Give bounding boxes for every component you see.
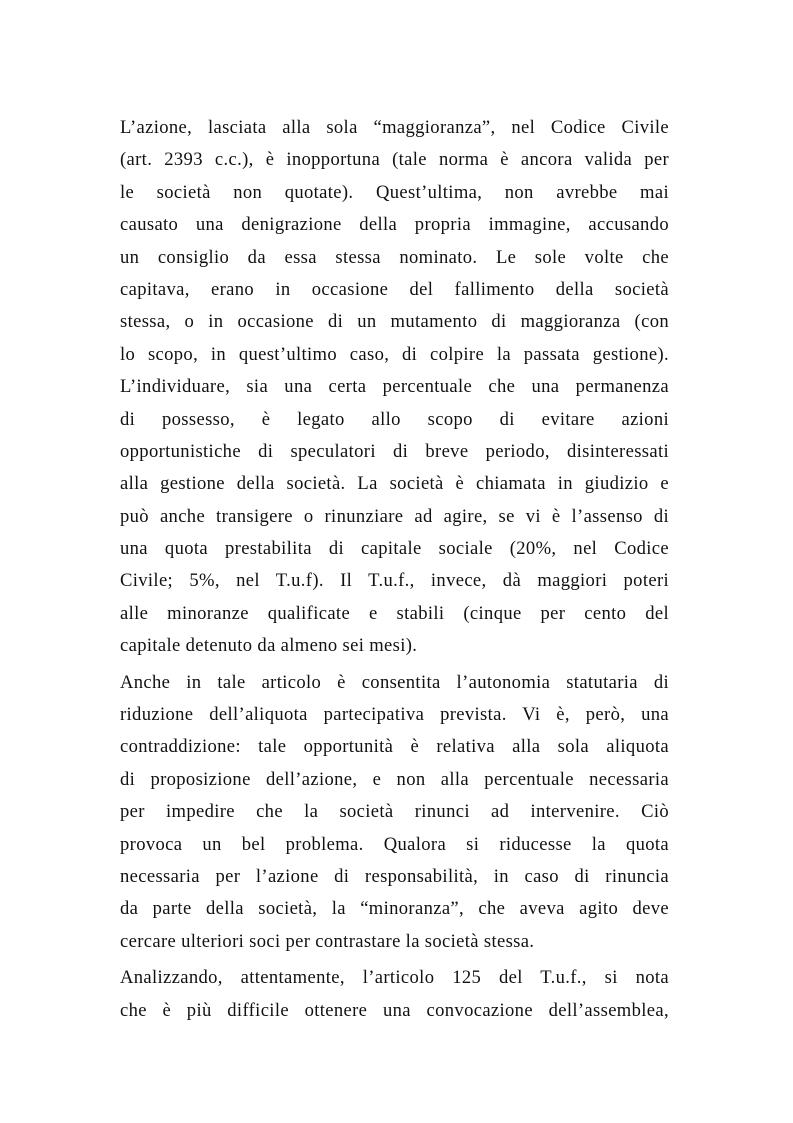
text-line: necessaria per l’azione di responsabilità, in caso di rinuncia <box>120 865 669 887</box>
text-line: per impedire che la società rinunci ad intervenire. Ciò <box>120 801 669 823</box>
text-line: da parte della società, la “minoranza”, che aveva agito deve <box>120 898 669 920</box>
text-line: può anche transigere o rinunziare ad agire, se vi è l’assenso di <box>120 505 669 527</box>
text-line: cercare ulteriori soci per contrastare la società stessa. <box>120 930 535 952</box>
text-line: alle minoranze qualificate e stabili (cinque per cento del <box>120 602 669 624</box>
text-line: alla gestione della società. La società è chiamata in giudizio e <box>120 473 669 495</box>
text-line: di proposizione dell’azione, e non alla percentuale necessaria <box>120 768 669 790</box>
text-line: che è più difficile ottenere una convocazione dell’assemblea, <box>120 999 669 1021</box>
text-line: riduzione dell’aliquota partecipativa prevista. Vi è, però, una <box>120 704 669 726</box>
text-line: provoca un bel problema. Qualora si riducesse la quota <box>120 833 669 855</box>
paragraph-1 <box>120 112 669 663</box>
text-line: causato una denigrazione della propria immagine, accusando <box>120 214 669 236</box>
text-line: opportunistiche di speculatori di breve periodo, disinteressati <box>120 440 669 462</box>
text-line: lo scopo, in quest’ultimo caso, di colpire la passata gestione). <box>120 343 669 365</box>
text-line: L’azione, lasciata alla sola “maggioranza”, nel Codice Civile <box>120 117 669 138</box>
paragraph-2 <box>120 667 669 959</box>
text-line: le società non quotate). Quest’ultima, non avrebbe mai <box>120 181 669 203</box>
text-line: un consiglio da essa stessa nominato. Le sole volte che <box>120 246 669 268</box>
document-page <box>120 112 669 1031</box>
text-line: capitava, erano in occasione del fallimento della società <box>120 278 669 300</box>
text-line: di possesso, è legato allo scopo di evitare azioni <box>120 408 669 430</box>
text-line: Analizzando, attentamente, l’articolo 125 del T.u.f., si nota <box>120 967 669 989</box>
text-line: L’individuare, sia una certa percentuale che una permanenza <box>120 376 669 398</box>
text-line: contraddizione: tale opportunità è relativa alla sola aliquota <box>120 736 669 758</box>
text-line: capitale detenuto da almeno sei mesi). <box>120 635 418 657</box>
text-line: Civile; 5%, nel T.u.f). Il T.u.f., invece, dà maggiori poteri <box>120 570 669 592</box>
text-line: stessa, o in occasione di un mutamento di maggioranza (con <box>120 311 669 333</box>
text-line: (art. 2393 c.c.), è inopportuna (tale norma è ancora valida per <box>120 149 669 171</box>
paragraph-3 <box>120 962 669 1027</box>
text-line: una quota prestabilita di capitale sociale (20%, nel Codice <box>120 538 669 560</box>
text-line: Anche in tale articolo è consentita l’autonomia statutaria di <box>120 671 669 693</box>
